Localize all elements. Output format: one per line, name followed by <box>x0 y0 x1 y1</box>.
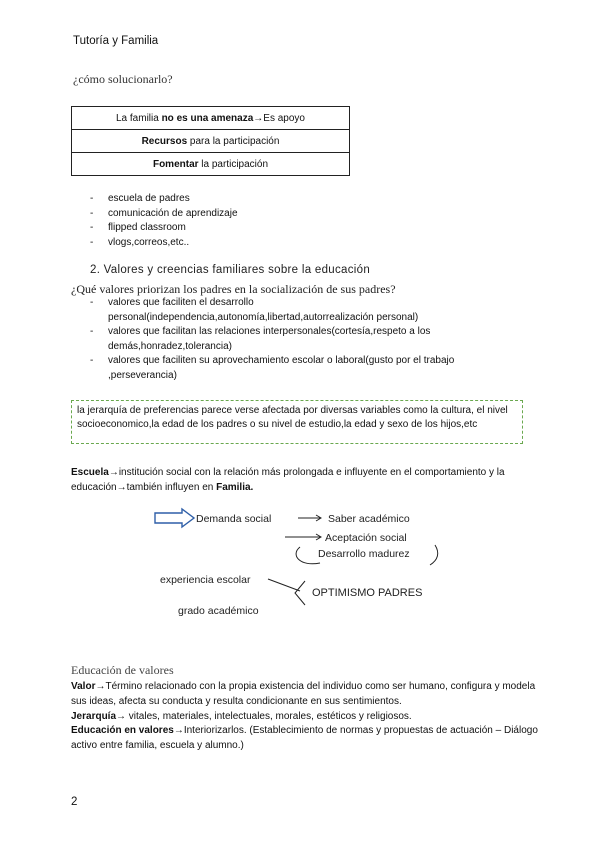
education-title: Educación de valores <box>71 663 174 677</box>
list-item: - valores que faciliten el desarrollo personal(independencia,autonomía,libertad,autorrealización personal) <box>90 296 520 325</box>
values-question: ¿Qué valores priorizan los padres en la socialización de sus padres? <box>71 282 396 296</box>
solutions-table <box>71 106 350 176</box>
page-header: Tutoría y Familia <box>73 35 159 47</box>
valor-definition: Valor→Término relacionado con la propia existencia del individuo como ser humano, configura y modela sus ideas, afecta su conducta y resulta condicionante en sus sentimientos. <box>71 681 536 707</box>
saber-label: Saber académico <box>328 513 410 525</box>
aceptacion-label: Aceptación social <box>325 532 407 544</box>
arrow-icon <box>155 509 194 527</box>
list-item: - vlogs,correos,etc.. <box>90 236 238 251</box>
list-item: - valores que facilitan las relaciones interpersonales(cortesía,respeto a los demás,honradez,tolerancia) <box>90 325 520 354</box>
list-item: - comunicación de aprendizaje <box>90 207 238 222</box>
demanda-label: Demanda social <box>196 513 272 525</box>
handwritten-diagram <box>150 505 450 625</box>
table-row: Fomentar la participación <box>72 153 350 176</box>
highlight-note: la jerarquía de preferencias parece verse afectada por diversas variables como la cultura, el nivel socioeconomico,la edad de los padres o su nivel de estudio,la edad y sexo de los hijos,etc <box>71 400 523 444</box>
desarrollo-label: Desarrollo madurez <box>318 548 410 560</box>
page-number: 2 <box>71 796 78 808</box>
educacion-definition: Educación en valores→Interiorizarlos. (Establecimiento de normas y propuestas de actuación – Diálogo activo entre familia, escuela y alumno.) <box>71 725 538 752</box>
section-heading: 2. Valores y creencias familiares sobre la educación <box>90 264 371 276</box>
escuela-paragraph: Escuela→institución social con la relación más prolongada e influyente en el comportamiento y la educación→también influyen en Familia. <box>71 467 505 493</box>
list-item: - valores que faciliten su aprovechamiento escolar o laboral(gusto por el trabajo ,perseverancia) <box>90 354 520 383</box>
resources-list <box>90 192 238 250</box>
list-item: - escuela de padres <box>90 192 238 207</box>
jerarquia-definition: Jerarquía→ vitales, materiales, intelectuales, morales, estéticos y religiosos. <box>71 710 412 722</box>
table-row: Recursos para la participación <box>72 130 350 153</box>
list-item: - flipped classroom <box>90 221 238 236</box>
experiencia-label: experiencia escolar <box>160 574 251 586</box>
grado-label: grado académico <box>178 605 259 617</box>
table-row: La familia no es una amenaza→Es apoyo <box>72 107 350 130</box>
values-list <box>90 296 520 383</box>
definitions <box>71 680 541 754</box>
optimismo-label: OPTIMISMO PADRES <box>312 587 423 599</box>
question-heading: ¿cómo solucionarlo? <box>73 72 173 86</box>
